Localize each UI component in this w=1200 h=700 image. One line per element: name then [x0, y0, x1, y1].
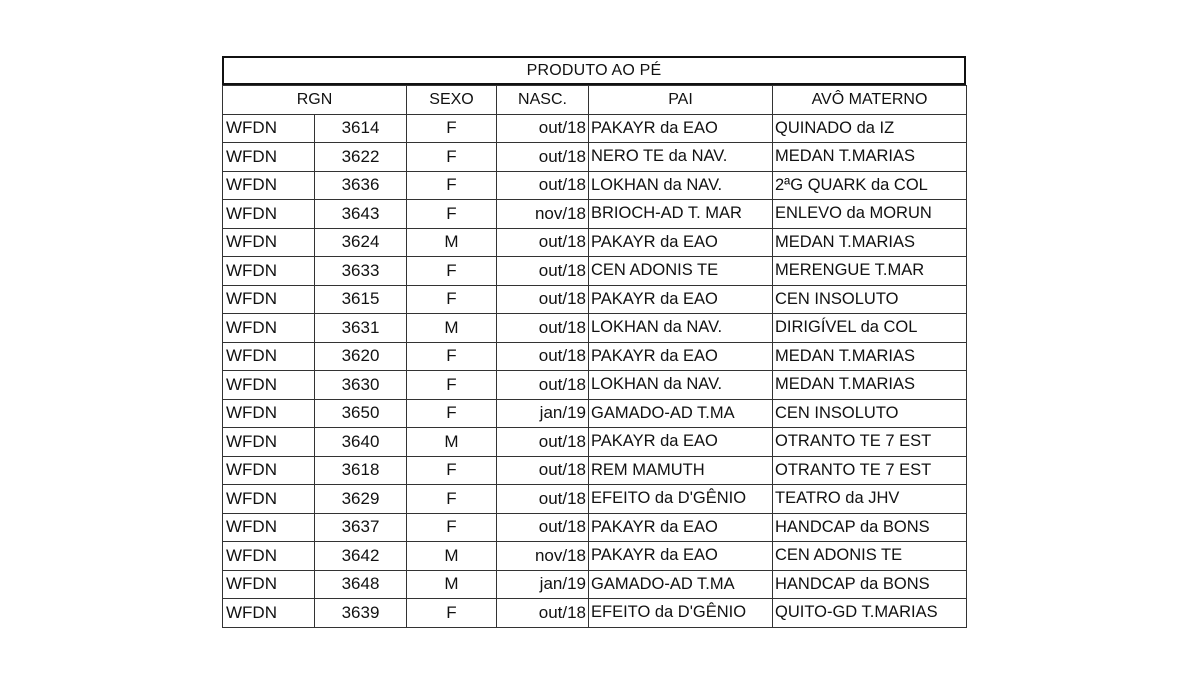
cell-rgn-number: 3639 — [315, 599, 407, 628]
cell-avo-materno: TEATRO da JHV — [773, 485, 967, 514]
table-row — [223, 485, 967, 514]
cell-sexo: F — [407, 200, 497, 229]
cell-rgn-prefix: WFDN — [223, 371, 315, 400]
cell-sexo: F — [407, 257, 497, 286]
cell-rgn-number: 3648 — [315, 570, 407, 599]
cell-rgn-number: 3636 — [315, 171, 407, 200]
cell-nasc: out/18 — [497, 371, 589, 400]
cell-rgn-prefix: WFDN — [223, 456, 315, 485]
table-row — [223, 114, 967, 143]
cell-nasc: out/18 — [497, 599, 589, 628]
cell-avo-materno: DIRIGÍVEL da COL — [773, 314, 967, 343]
cell-pai: PAKAYR da EAO — [589, 542, 773, 571]
cell-sexo: M — [407, 570, 497, 599]
product-table — [222, 85, 967, 628]
cell-pai: GAMADO-AD T.MA — [589, 399, 773, 428]
cell-nasc: out/18 — [497, 285, 589, 314]
table-row — [223, 513, 967, 542]
cell-sexo: F — [407, 599, 497, 628]
cell-nasc: nov/18 — [497, 542, 589, 571]
cell-sexo: F — [407, 285, 497, 314]
cell-avo-materno: OTRANTO TE 7 EST — [773, 428, 967, 457]
cell-sexo: M — [407, 228, 497, 257]
cell-rgn-number: 3620 — [315, 342, 407, 371]
product-table-sheet — [222, 56, 966, 628]
cell-rgn-number: 3631 — [315, 314, 407, 343]
cell-rgn-prefix: WFDN — [223, 513, 315, 542]
cell-rgn-prefix: WFDN — [223, 171, 315, 200]
table-row — [223, 542, 967, 571]
cell-avo-materno: MEDAN T.MARIAS — [773, 371, 967, 400]
cell-rgn-prefix: WFDN — [223, 399, 315, 428]
cell-sexo: F — [407, 456, 497, 485]
table-row — [223, 456, 967, 485]
cell-rgn-number: 3630 — [315, 371, 407, 400]
header-nasc: NASC. — [497, 86, 589, 115]
table-row — [223, 314, 967, 343]
cell-rgn-prefix: WFDN — [223, 200, 315, 229]
cell-pai: EFEITO da D'GÊNIO — [589, 485, 773, 514]
cell-rgn-prefix: WFDN — [223, 428, 315, 457]
cell-rgn-prefix: WFDN — [223, 542, 315, 571]
cell-sexo: F — [407, 399, 497, 428]
cell-sexo: F — [407, 171, 497, 200]
cell-rgn-number: 3618 — [315, 456, 407, 485]
cell-rgn-prefix: WFDN — [223, 143, 315, 172]
cell-nasc: out/18 — [497, 513, 589, 542]
cell-avo-materno: MEDAN T.MARIAS — [773, 228, 967, 257]
table-row — [223, 428, 967, 457]
cell-rgn-prefix: WFDN — [223, 114, 315, 143]
cell-pai: PAKAYR da EAO — [589, 342, 773, 371]
cell-avo-materno: HANDCAP da BONS — [773, 570, 967, 599]
cell-nasc: nov/18 — [497, 200, 589, 229]
cell-rgn-number: 3637 — [315, 513, 407, 542]
cell-avo-materno: MEDAN T.MARIAS — [773, 342, 967, 371]
cell-pai: PAKAYR da EAO — [589, 228, 773, 257]
cell-pai: LOKHAN da NAV. — [589, 171, 773, 200]
cell-sexo: F — [407, 342, 497, 371]
cell-avo-materno: OTRANTO TE 7 EST — [773, 456, 967, 485]
cell-nasc: jan/19 — [497, 570, 589, 599]
table-row — [223, 143, 967, 172]
cell-nasc: out/18 — [497, 314, 589, 343]
cell-nasc: out/18 — [497, 257, 589, 286]
cell-sexo: M — [407, 428, 497, 457]
cell-pai: PAKAYR da EAO — [589, 513, 773, 542]
cell-avo-materno: MEDAN T.MARIAS — [773, 143, 967, 172]
table-row — [223, 257, 967, 286]
cell-pai: LOKHAN da NAV. — [589, 314, 773, 343]
cell-nasc: out/18 — [497, 114, 589, 143]
table-title: PRODUTO AO PÉ — [222, 56, 966, 85]
table-row — [223, 570, 967, 599]
cell-rgn-number: 3640 — [315, 428, 407, 457]
cell-pai: CEN ADONIS TE — [589, 257, 773, 286]
cell-rgn-prefix: WFDN — [223, 485, 315, 514]
cell-pai: PAKAYR da EAO — [589, 285, 773, 314]
cell-rgn-prefix: WFDN — [223, 228, 315, 257]
table-row — [223, 285, 967, 314]
cell-pai: REM MAMUTH — [589, 456, 773, 485]
cell-avo-materno: HANDCAP da BONS — [773, 513, 967, 542]
cell-pai: LOKHAN da NAV. — [589, 371, 773, 400]
cell-sexo: F — [407, 114, 497, 143]
cell-rgn-number: 3650 — [315, 399, 407, 428]
cell-nasc: out/18 — [497, 143, 589, 172]
cell-sexo: M — [407, 542, 497, 571]
table-row — [223, 399, 967, 428]
cell-nasc: out/18 — [497, 485, 589, 514]
cell-rgn-prefix: WFDN — [223, 285, 315, 314]
cell-avo-materno: CEN INSOLUTO — [773, 285, 967, 314]
table-row — [223, 200, 967, 229]
cell-nasc: out/18 — [497, 428, 589, 457]
cell-pai: BRIOCH-AD T. MAR — [589, 200, 773, 229]
cell-avo-materno: CEN INSOLUTO — [773, 399, 967, 428]
table-row — [223, 599, 967, 628]
header-sexo: SEXO — [407, 86, 497, 115]
header-pai: PAI — [589, 86, 773, 115]
cell-rgn-prefix: WFDN — [223, 314, 315, 343]
header-avo-materno: AVÔ MATERNO — [773, 86, 967, 115]
cell-rgn-prefix: WFDN — [223, 257, 315, 286]
table-row — [223, 171, 967, 200]
cell-rgn-number: 3643 — [315, 200, 407, 229]
cell-pai: NERO TE da NAV. — [589, 143, 773, 172]
cell-sexo: F — [407, 485, 497, 514]
cell-pai: PAKAYR da EAO — [589, 428, 773, 457]
cell-nasc: out/18 — [497, 171, 589, 200]
cell-pai: EFEITO da D'GÊNIO — [589, 599, 773, 628]
cell-avo-materno: ENLEVO da MORUN — [773, 200, 967, 229]
header-row — [223, 86, 967, 115]
cell-sexo: F — [407, 371, 497, 400]
header-rgn: RGN — [223, 86, 407, 115]
cell-rgn-number: 3624 — [315, 228, 407, 257]
cell-nasc: out/18 — [497, 342, 589, 371]
cell-nasc: jan/19 — [497, 399, 589, 428]
cell-avo-materno: MERENGUE T.MAR — [773, 257, 967, 286]
cell-rgn-number: 3642 — [315, 542, 407, 571]
cell-rgn-number: 3615 — [315, 285, 407, 314]
cell-avo-materno: QUINADO da IZ — [773, 114, 967, 143]
cell-avo-materno: CEN ADONIS TE — [773, 542, 967, 571]
cell-avo-materno: QUITO-GD T.MARIAS — [773, 599, 967, 628]
cell-sexo: F — [407, 513, 497, 542]
cell-sexo: M — [407, 314, 497, 343]
table-row — [223, 371, 967, 400]
cell-rgn-number: 3633 — [315, 257, 407, 286]
cell-rgn-prefix: WFDN — [223, 342, 315, 371]
cell-sexo: F — [407, 143, 497, 172]
cell-pai: GAMADO-AD T.MA — [589, 570, 773, 599]
cell-rgn-number: 3629 — [315, 485, 407, 514]
cell-pai: PAKAYR da EAO — [589, 114, 773, 143]
cell-rgn-prefix: WFDN — [223, 599, 315, 628]
table-row — [223, 228, 967, 257]
table-row — [223, 342, 967, 371]
cell-nasc: out/18 — [497, 228, 589, 257]
cell-rgn-number: 3622 — [315, 143, 407, 172]
cell-nasc: out/18 — [497, 456, 589, 485]
cell-rgn-prefix: WFDN — [223, 570, 315, 599]
cell-avo-materno: 2ªG QUARK da COL — [773, 171, 967, 200]
cell-rgn-number: 3614 — [315, 114, 407, 143]
